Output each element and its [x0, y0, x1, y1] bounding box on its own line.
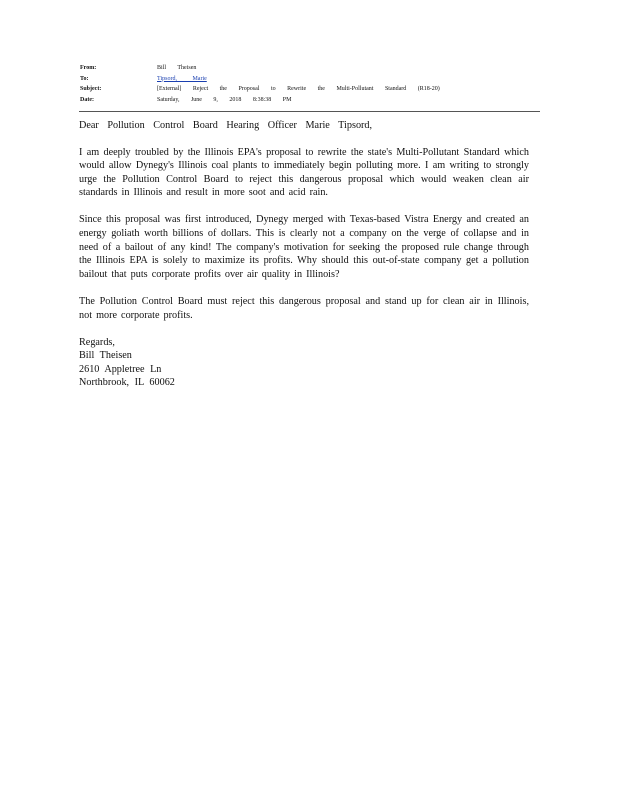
to-label: To:	[80, 75, 89, 82]
to-row	[80, 74, 540, 85]
subject-label: Subject:	[80, 86, 102, 92]
header-divider	[79, 111, 540, 112]
from-row	[80, 63, 540, 74]
street-address: 2610 Appletree Ln	[79, 363, 162, 375]
email-header	[80, 63, 540, 105]
paragraph-3: The Pollution Control Board must reject this dangerous proposal and stand up for clean air in Illinois, not more corporate profits.	[79, 295, 529, 321]
salutation: Dear Pollution Control Board Hearing Officer Marie Tipsord,	[79, 120, 373, 131]
paragraph-1: I am deeply troubled by the Illinois EPA's proposal to rewrite the state's Multi-Pollutant Standard which would allow Dynegy's Illinois coal plants to immediately begin polluting more. I am writing to strongly urge the Pollution Control Board to reject this dangerous proposal which would weaken clean air standards in Illinois and result in more soot and acid rain.	[79, 146, 529, 199]
to-recipient-link[interactable]: Tipsord, Marie	[157, 75, 207, 82]
closing: Regards,	[79, 336, 115, 348]
date-value: Saturday, June 9, 2018 8:38:38 PM	[157, 96, 292, 103]
from-value: Bill Theisen	[157, 65, 197, 71]
paragraph-2: Since this proposal was first introduced, Dynegy merged with Texas-based Vistra Energy and created an energy goliath worth billions of dollars. This is clearly not a company on the verge of collapse and in need of a bailout of any kind! The company's motivation for seeking the proposed rule change through the Illinois EPA is solely to maximize its profits. Why should this out-of-state company get a pollution bailout that puts corporate profits over air quality in Illinois?	[79, 214, 529, 280]
signer-name: Bill Theisen	[79, 350, 132, 362]
subject-value: [External] Reject the Proposal to Rewrite the Multi-Pollutant Standard (R18-20)	[157, 86, 440, 92]
city-state-zip: Northbrook, IL 60062	[79, 377, 175, 389]
letter-body	[79, 119, 529, 390]
signature-block	[79, 336, 529, 390]
subject-row	[80, 84, 540, 95]
date-row	[80, 95, 540, 106]
from-label: From:	[80, 65, 97, 71]
date-label: Date:	[80, 96, 94, 103]
